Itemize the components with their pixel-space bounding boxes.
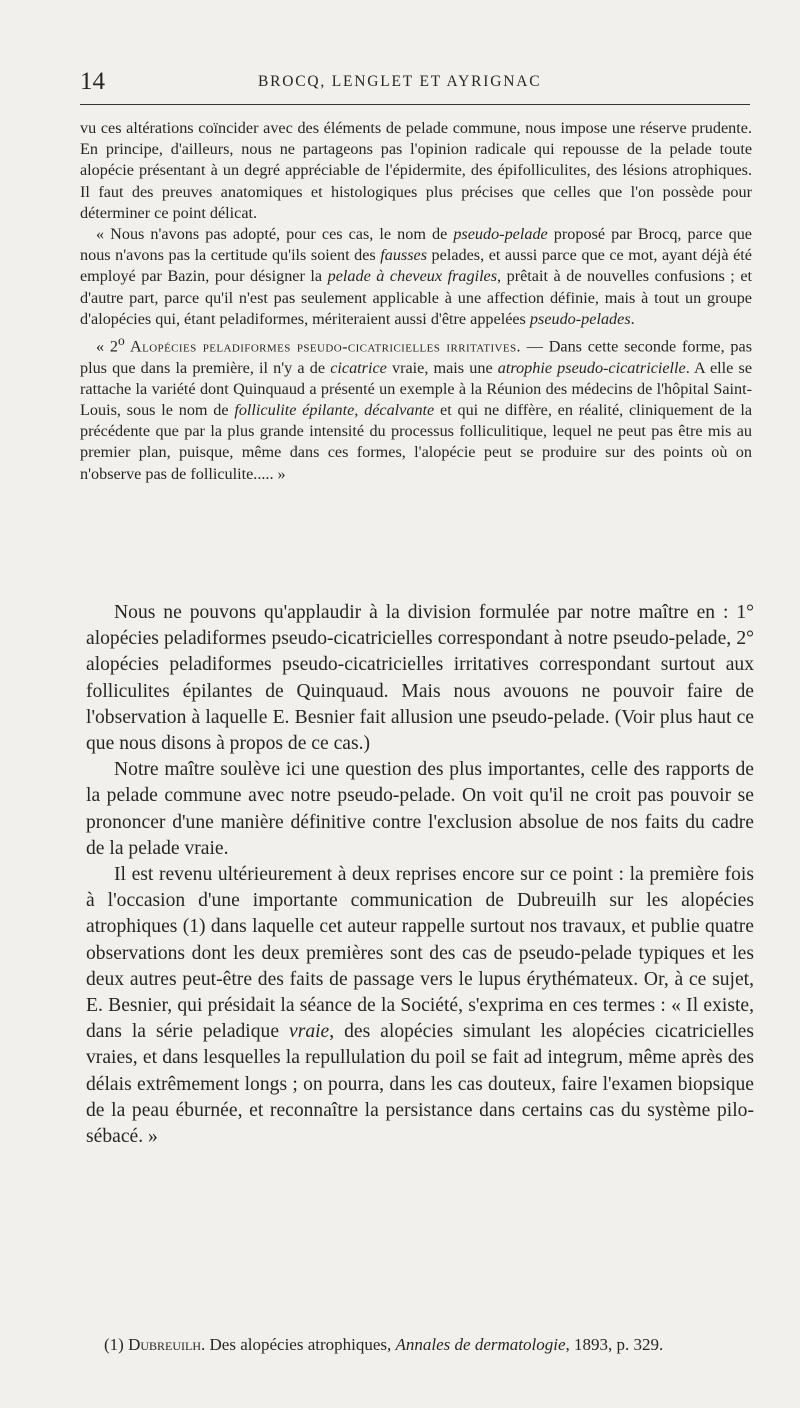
footnote-journal: Annales de dermatologie	[395, 1335, 566, 1354]
page-number: 14	[80, 68, 105, 95]
page-header	[80, 68, 750, 96]
body-paragraph-3: Il est revenu ultérieurement à deux reprises encore sur ce point : la première fois à l'occasion d'une importante communication de Dubreuilh sur les alopécies atrophiques (1) dans laquelle cet auteur rappelle surtout nos travaux, et publie quatre observations dont les deux premières sont des cas de pseudo-pelade typiques et les deux autres peut-être des faits de passage vers le lupus érythémateux. Or, à ce sujet, E. Besnier, qui présidait la séance de la Société, s'exprima en ces termes : « Il existe, dans la série peladique vraie, des alopécies simulant les alopécies cicatricielles vraies, et dans lesquelles la repullulation du poil se fait ad integrum, même après des délais extrêmement longs ; on pourra, dans les cas douteux, faire l'examen biopsique de la peau éburnée, et reconnaître la persistance dans certains cas du système pilo-sébacé. »	[86, 864, 754, 1148]
body-paragraph-2: Notre maître soulève ici une question des plus importantes, celle des rapports de la pelade commune avec notre pseudo-pelade. On voit qu'il ne croit pas pouvoir se prononcer d'une manière définitive contre l'exclusion absolue de nos faits du cadre de la pelade vraie.	[86, 759, 754, 859]
body-paragraph-1: Nous ne pouvons qu'applaudir à la division formulée par notre maître en : 1° alopécies peladiformes pseudo-cicatricielles correspondant à notre pseudo-pelade, 2° alopécies peladiformes pseudo-cicatricielles irritatives correspondant surtout aux folliculites épilantes de Quinquaud. Mais nous avouons ne pouvoir faire de l'observation à laquelle E. Besnier fait allusion une pseudo-pelade. (Voir plus haut ce que nous disons à propos de ce cas.)	[86, 602, 754, 755]
main-text	[86, 600, 754, 1150]
section-heading: Alopécies peladiformes pseudo-cicatricielles irritatives.	[124, 337, 521, 356]
quoted-passage	[80, 118, 752, 485]
running-title: BROCQ, LENGLET ET AYRIGNAC	[258, 73, 542, 90]
quote-paragraph-1: vu ces altérations coïncider avec des éléments de pelade commune, nous impose une réserve prudente. En principe, d'ailleurs, nous ne partageons pas l'opinion radicale qui repousse de la pelade toute alopécie présentant à un degré appréciable de l'épidermite, des épifolliculites, des lésions atrophiques. Il faut des preuves anatomiques et histologiques plus précises que celles que l'on possède pour déterminer ce point délicat.	[80, 119, 752, 222]
footnote-author: Dubreuilh.	[128, 1335, 206, 1354]
footnote: (1) Dubreuilh. Des alopécies atrophiques, Annales de dermatologie, 1893, p. 329.	[104, 1335, 664, 1354]
quote-paragraph-2: « Nous n'avons pas adopté, pour ces cas, le nom de pseudo-pelade proposé par Brocq, parce que nous n'avons pas la certitude qu'ils soient des fausses pelades, et aussi parce que ce mot, ayant déjà été employé par Bazin, pour désigner la pelade à cheveux fragiles, prêtait à de nouvelles confusions ; et d'autre part, parce qu'il n'est pas seulement applicable à une affection définie, mais à tout un groupe d'alopécies qui, étant peladiformes, mériteraient aussi d'être appelées pseudo-pelades.	[80, 225, 753, 328]
header-rule	[80, 104, 750, 105]
quote-paragraph-3: « 2$^o$ Alopécies peladiformes pseudo-cicatricielles irritatives. — Dans cette seconde forme, pas plus que dans la première, il n'y a de cicatrice vraie, mais une atrophie pseudo-cicatricielle. A elle se rattache la variété dont Quinquaud a présenté un exemple à la Réunion des médecins de l'hôpital Saint-Louis, sous le nom de folliculite épilante, décalvante et qui ne diffère, en réalité, cliniquement de la précédente que par la plus grande intensité du processus folliculitique, lequel ne peut pas être mis au premier plan, puisque, même dans ces formes, l'alopécie peut se produire sur des points où on n'observe pas de folliculite..... »	[80, 333, 753, 483]
